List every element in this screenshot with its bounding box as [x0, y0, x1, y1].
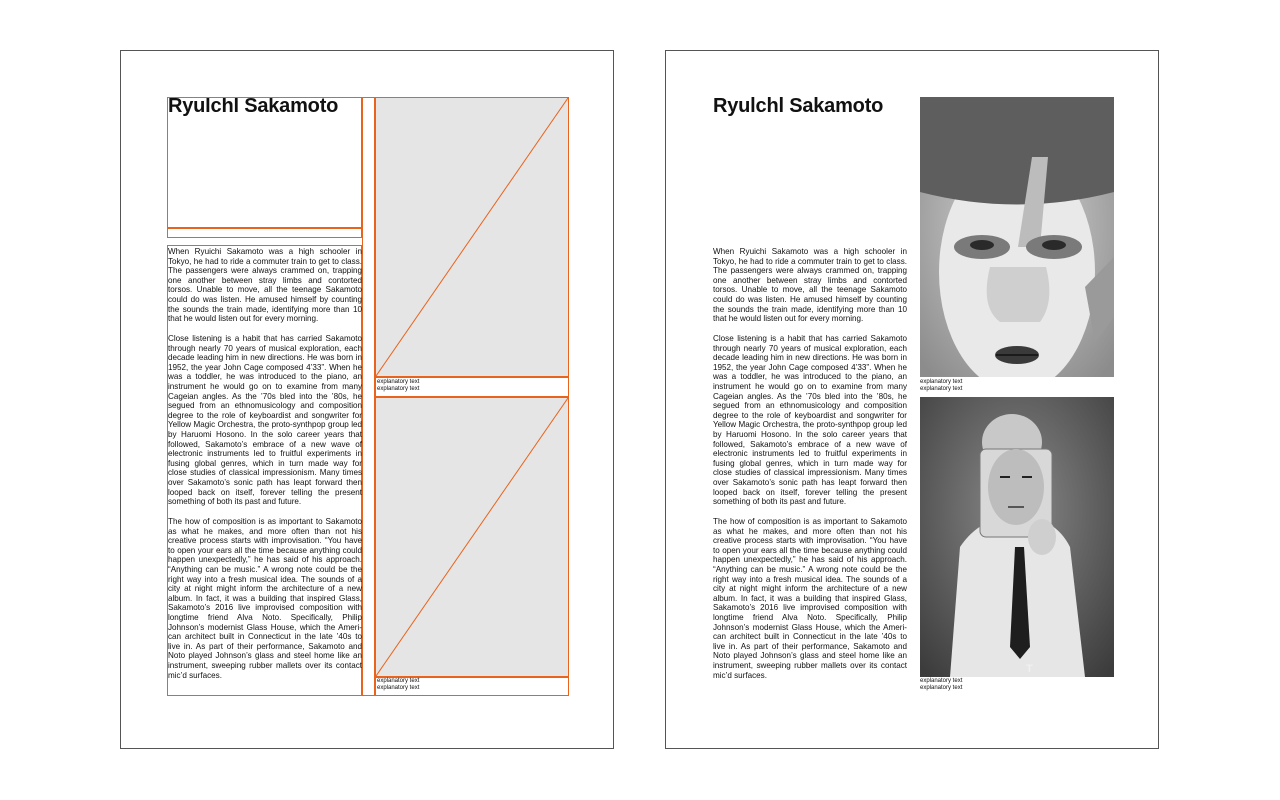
article-title: Ryulchl Sakamoto [168, 95, 339, 117]
article-body [713, 247, 907, 690]
portrait-photo-face-paint [920, 97, 1114, 377]
final-layout-page [665, 50, 1159, 749]
bottom-caption [377, 678, 419, 692]
top-image-placeholder [375, 97, 569, 377]
top-caption [920, 379, 962, 393]
caption-line: explanatory text [920, 678, 963, 684]
portrait-photo-mask [920, 397, 1114, 677]
paragraph: Close listening is a habit that has carried Sakamoto through nearly 70 years of musical exploration, each decade leading him in new directions. He was born in 1952, the year John Cage composed 4’33”. When he was a toddler, he was introduced to the piano, an instrument he would go on to examine from many Cageian angles. As the ’70s bled into the ’80s, he segued from an ethnomusicology and composition degree to the role of keyboardist and songwriter for Yellow Magic Orchestra, the proto-synthpop group led by Haruomi Hosono. In the solo career years that followed, Sakamoto’s embrace of a new wave of electronic instruments led to fruitful experiments in fusing global genres, which in turn made way for close studies of classical impressionism. Many times over Sakamoto’s sonic path has leapt forward then looped back on itself, forever telling the present something of both its past and future. [168, 334, 362, 507]
paragraph: When Ryuichi Sakamoto was a high schooler in Tokyo, he had to ride a commuter train to get to class. The passengers were always crammed on, trapping one another between stray limbs and contorted torsos. Unable to move, all the teenage Sakamoto could do was listen. He amused himself by counting the sounds the train made, identifying more than 10 that he would listen out for every morning. [168, 247, 362, 324]
svg-text:T: T [1026, 663, 1033, 675]
caption-line: explanatory text [377, 379, 420, 385]
bottom-caption [920, 678, 962, 692]
gutter-guide [362, 97, 375, 696]
caption-line: explanatory text [920, 379, 963, 385]
article-title: Ryulchl Sakamoto [713, 95, 884, 117]
bottom-image-placeholder [375, 397, 569, 677]
title-frame-guide [167, 97, 362, 228]
paragraph: When Ryuichi Sakamoto was a high schooler in Tokyo, he had to ride a commuter train to get to class. The passengers were always crammed on, trapping one another between stray limbs and contorted torsos. Unable to move, all the teenage Sakamoto could do was listen. He amused himself by counting the sounds the train made, identifying more than 10 that he would listen out for every morning. [713, 247, 907, 324]
paragraph: The how of composition is as important to Sakamoto as what he makes, and more often than not his creative process starts with improvisation. “You have to open your ears all the time because anything could happen unexpectedly,” he has said of his approach. “Anything can be music.” A wrong note could be the right way into a fresh musical idea. The sounds of a city at night might inform the architecture of a new album. In fact, it was a building that inspired Glass, Sakamoto’s 2016 live improvised composition with longtime friend Alva Noto. Specifically, Philip Johnson’s modernist Glass House, which the Ameri-can architect built in Connecticut in the late ’40s to live in. As part of their performance, Sakamoto and Noto played Johnson’s glass and steel home like an instrument, sweeping rubber mallets over its contact mic’d surfaces. [168, 517, 362, 680]
caption-line: explanatory text [377, 386, 420, 392]
caption-line: explanatory text [377, 685, 420, 691]
paragraph: Close listening is a habit that has carried Sakamoto through nearly 70 years of musical exploration, each decade leading him in new directions. He was born in 1952, the year John Cage composed 4’33”. When he was a toddler, he was introduced to the piano, an instrument he would go on to examine from many Cageian angles. As the ’70s bled into the ’80s, he segued from an ethnomusicology and composition degree to the role of keyboardist and songwriter for Yellow Magic Orchestra, the proto-synthpop group led by Haruomi Hosono. In the solo career years that followed, Sakamoto’s embrace of a new wave of electronic instruments led to fruitful experiments in fusing global genres, which in turn made way for close studies of classical impressionism. Many times over Sakamoto’s sonic path has leapt forward then looped back on itself, forever telling the present something of both its past and future. [713, 334, 907, 507]
caption-line: explanatory text [920, 386, 963, 392]
article-body [168, 247, 362, 690]
paragraph: The how of composition is as important to Sakamoto as what he makes, and more often than not his creative process starts with improvisation. “You have to open your ears all the time because anything could happen unexpectedly,” he has said of his approach. “Anything can be music.” A wrong note could be the right way into a fresh musical idea. The sounds of a city at night might inform the architecture of a new album. In fact, it was a building that inspired Glass, Sakamoto’s 2016 live improvised composition with longtime friend Alva Noto. Specifically, Philip Johnson’s modernist Glass House, which the Ameri-can architect built in Connecticut in the late ’40s to live in. As part of their performance, Sakamoto and Noto played Johnson’s glass and steel home like an instrument, sweeping rubber mallets over its contact mic’d surfaces. [713, 517, 907, 680]
title-spacer-guide [167, 228, 362, 238]
caption-line: explanatory text [920, 685, 963, 691]
caption-line: explanatory text [377, 678, 420, 684]
top-caption [377, 379, 419, 393]
layout-page-with-guides [120, 50, 614, 749]
